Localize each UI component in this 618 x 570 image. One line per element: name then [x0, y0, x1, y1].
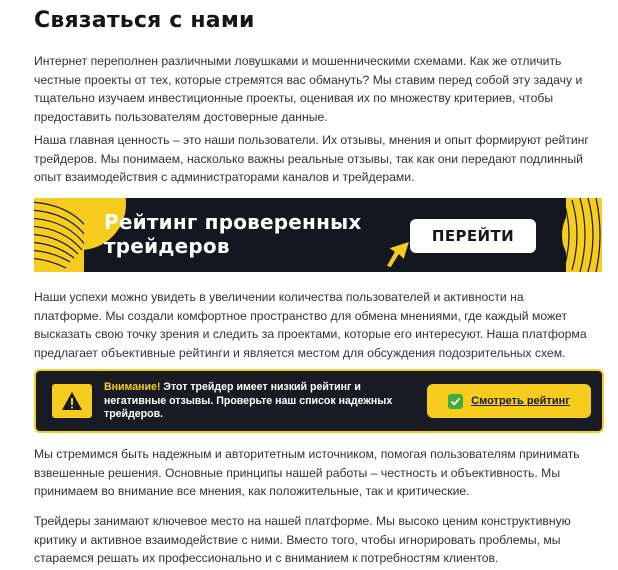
intro-paragraph: Интернет переполнен различными ловушками и мошенническими схемами. Как же отличить честные проекты от тех, которые стремятся вас обмануть? Мы ставим перед собой эту задачу и тщательно изучаем инвестиционные проекты, оценивая их по множеству критериев, чтобы предоставить пользователям достоверные данные.	[34, 54, 583, 124]
banner-headline: Рейтинг проверенных трейдеров	[104, 210, 362, 258]
warning-triangle-icon	[52, 384, 92, 418]
banner-go-button[interactable]: ПЕРЕЙТИ	[410, 219, 536, 253]
view-rating-label: Смотреть рейтинг	[471, 395, 570, 407]
warning-message	[104, 381, 404, 422]
view-rating-button[interactable]	[427, 384, 591, 418]
page-title: Связаться с нами	[34, 8, 255, 33]
warning-prefix: Внимание!	[104, 381, 161, 393]
banner-decor-right	[534, 198, 602, 272]
values-paragraph: Наша главная ценность – это наши пользователи. Их отзывы, мнения и опыт формируют рейтинг трейдеров. Мы понимаем, насколько важны реальные отзывы, так как они передают подлинный опыт взаимодействия с администраторами каналов и трейдерами.	[34, 133, 589, 184]
warning-text: Этот трейдер имеет низкий рейтинг и негативные отзывы. Проверьте наш список надежных трейдеров.	[104, 381, 393, 420]
traders-paragraph: Трейдеры занимают ключевое место на нашей платформе. Мы высоко ценим конструктивную критику и активное взаимодействие с ними. Вместо того, чтобы игнорировать проблемы, мы стараемся решать их профессионально и с вниманием к потребностям клиентов.	[34, 514, 571, 565]
warning-box	[34, 369, 604, 433]
rating-banner[interactable]	[34, 198, 602, 272]
success-paragraph: Наши успехи можно увидеть в увеличении количества пользователей и активности на платформе. Мы создали комфортное пространство для обмена мнениями, где каждый может высказать свою точку зрения и следить за проектами, которые его интересуют. Наша платформа предлагает объективные рейтинги и является местом для обсуждения подозрительных схем.	[34, 290, 587, 360]
principles-paragraph: Мы стремимся быть надежным и авторитетным источником, помогая пользователям принимать взвешенные решения. Основные принципы нашей работы – честность и объективность. Мы принимаем во внимание все мнения, как положительные, так и критические.	[34, 447, 580, 498]
check-icon	[448, 394, 463, 409]
